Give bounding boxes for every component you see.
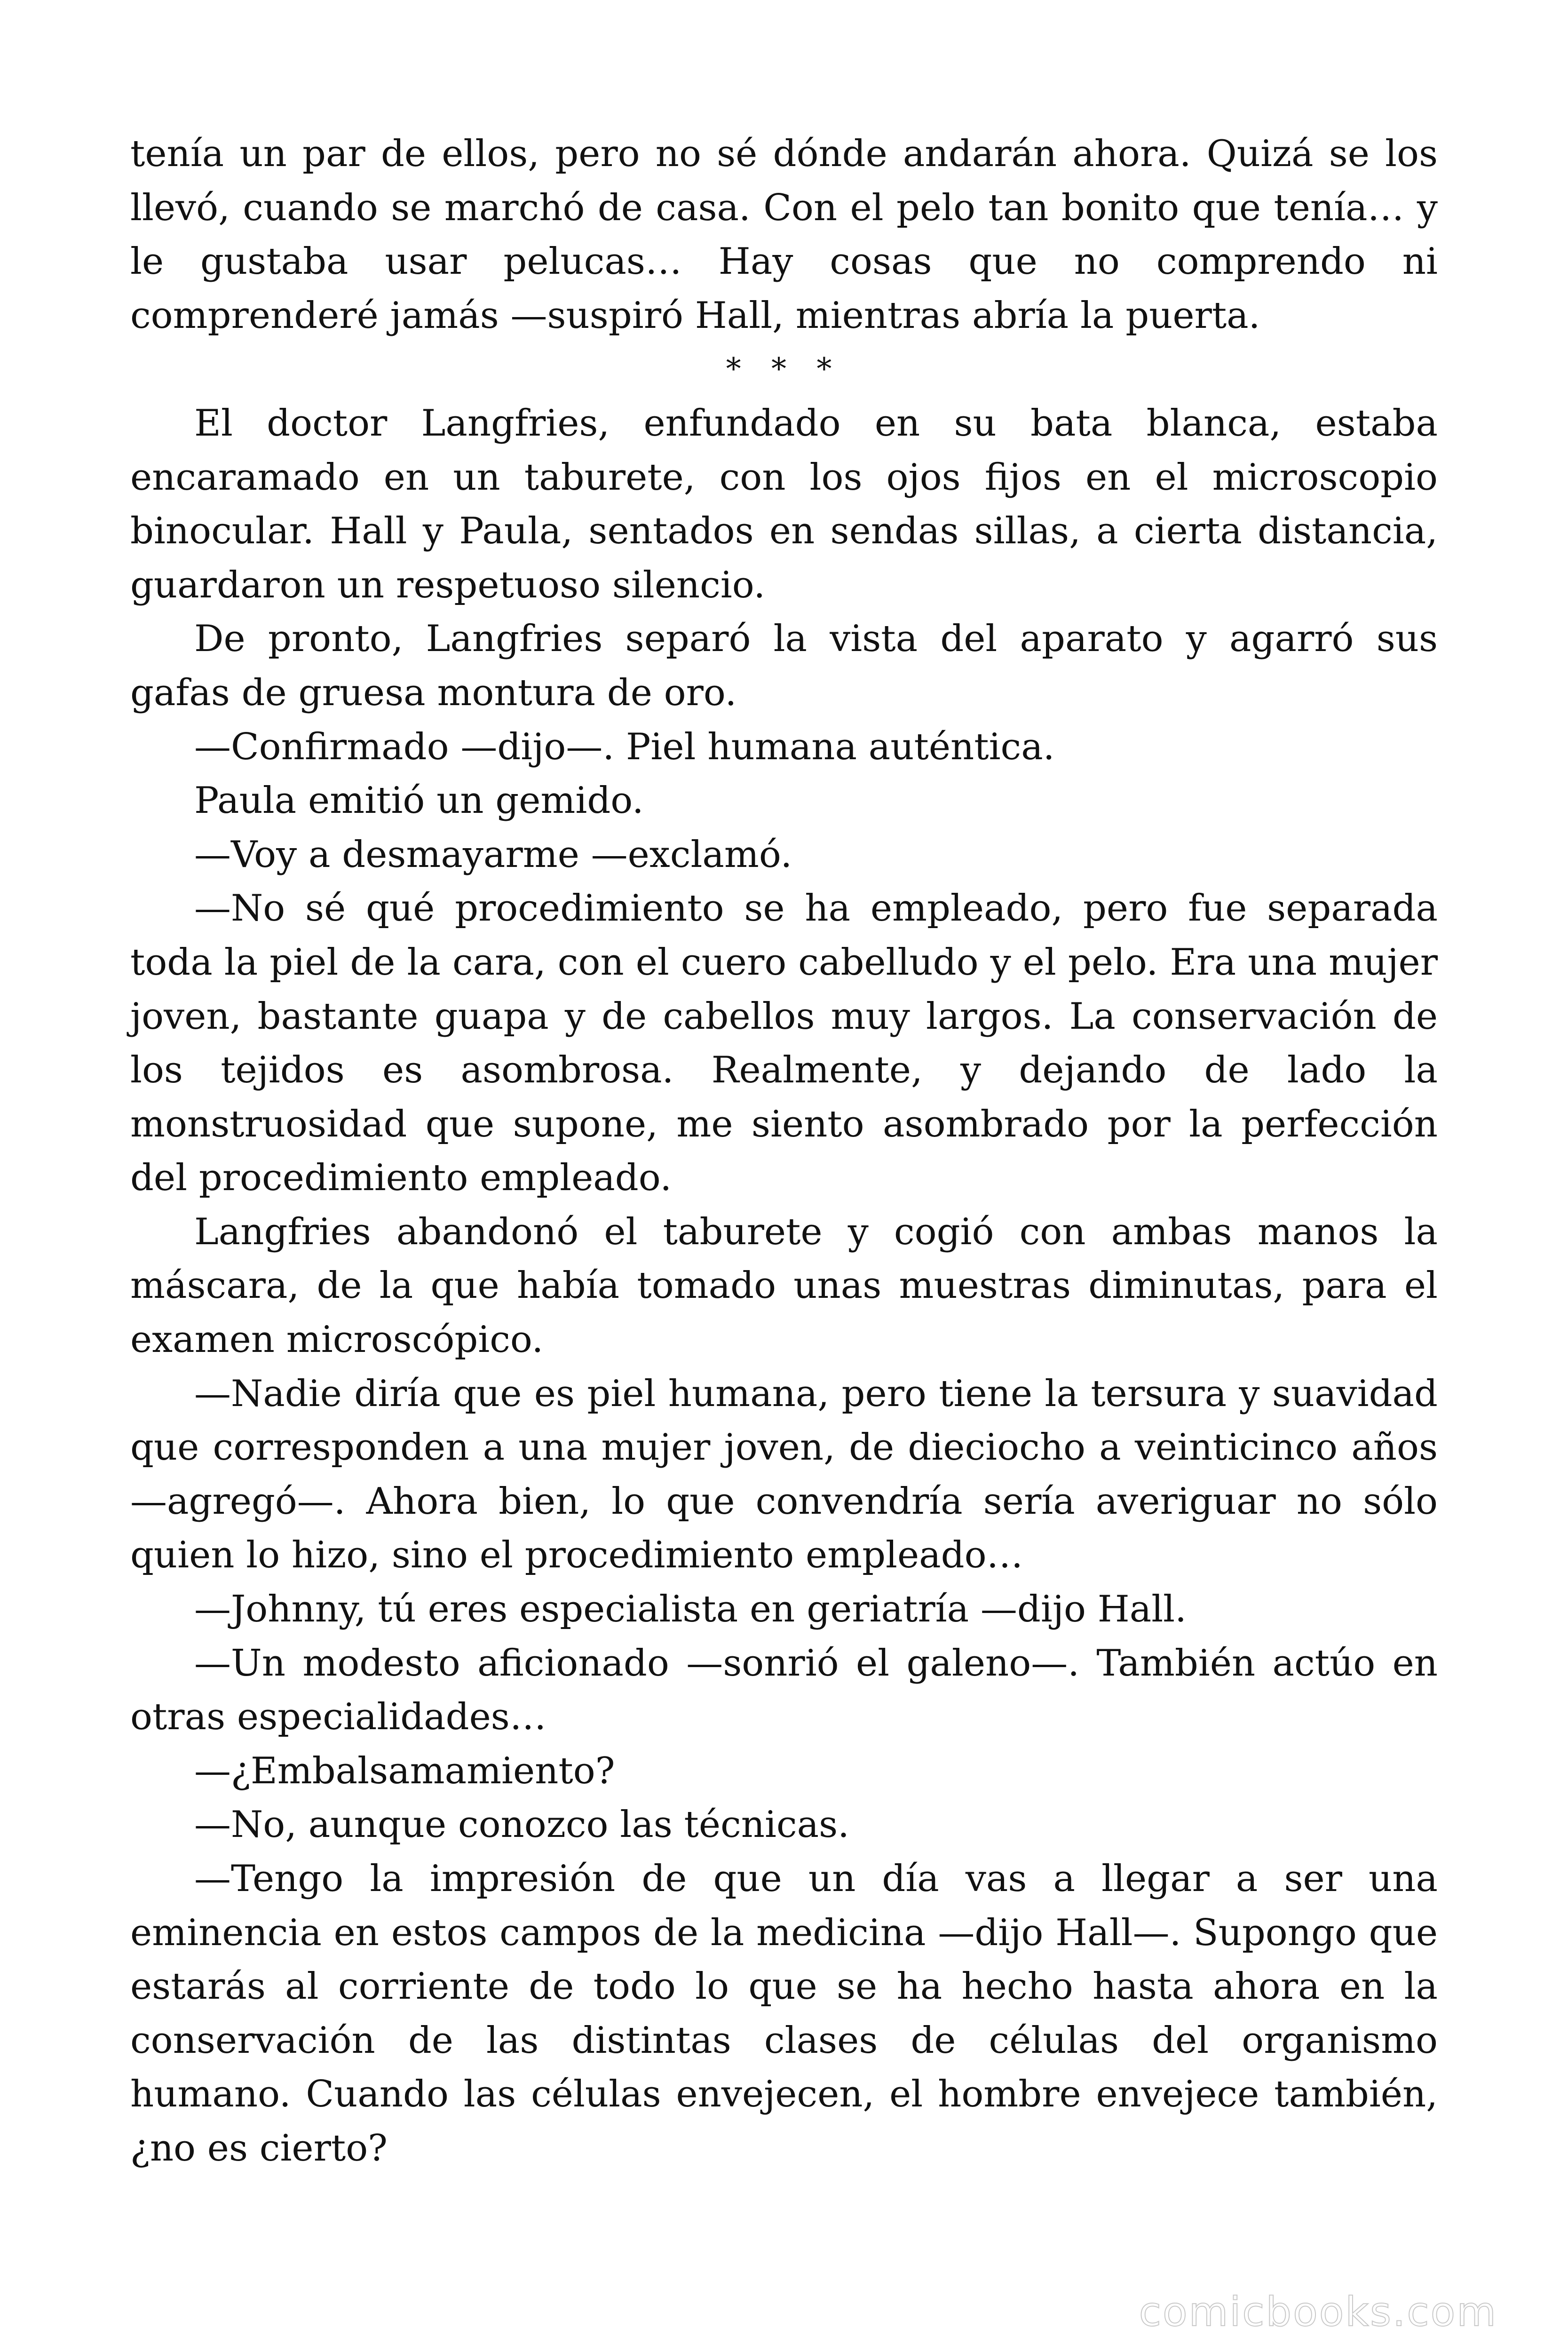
dialogue-line: —Tengo la impresión de que un día vas a llegar a ser una eminencia en estos campos de la medicina —dijo Hall—. Supongo que estarás al corriente de todo lo que se ha hecho hasta ahora en la conservación de las distintas clases de células del organismo humano. Cuando las células envejecen, el hombre envejece también, ¿no es cierto?	[130, 1858, 1438, 2169]
dialogue-line: —Un modesto aficionado —sonrió el galeno—. También actúo en otras especialidades…	[130, 1642, 1438, 1739]
paragraph: El doctor Langfries, enfundado en su bata blanca, estaba encaramado en un taburete, con los ojos fijos en el microscopio binocular. Hall y Paula, sentados en sendas sillas, a cierta distancia, guardaron un respetuoso silencio.	[130, 402, 1438, 606]
text-column	[130, 127, 1438, 2176]
paragraph: Langfries abandonó el taburete y cogió con ambas manos la máscara, de la que había tomado unas muestras diminutas, para el examen microscópico.	[130, 1210, 1438, 1361]
scene-separator: * * *	[726, 352, 842, 387]
dialogue-line: —Nadie diría que es piel humana, pero tiene la tersura y suavidad que corresponden a una mujer joven, de dieciocho a veinticinco años —agregó—. Ahora bien, lo que convendría sería averiguar no sólo quien lo hizo, sino el procedimiento empleado…	[130, 1372, 1438, 1577]
dialogue-line: —Voy a desmayarme —exclamó.	[194, 833, 792, 876]
dialogue-line: —No sé qué procedimiento se ha empleado, pero fue separada toda la piel de la cara, con el cuero cabelludo y el pelo. Era una mujer joven, bastante guapa y de cabellos muy largos. La conservación de los tejidos es asombrosa. Realmente, y dejando de lado la monstruosidad que supone, me siento asombrado por la perfección del procedimiento empleado.	[130, 887, 1438, 1200]
watermark-text: comicbooks.com	[1139, 2288, 1497, 2336]
paragraph: De pronto, Langfries separó la vista del aparato y agarró sus gafas de gruesa montura de oro.	[130, 618, 1438, 714]
dialogue-line: —No, aunque conozco las técnicas.	[194, 1804, 849, 1846]
paragraph-continuation: tenía un par de ellos, pero no sé dónde andarán ahora. Quizá se los llevó, cuando se marchó de casa. Con el pelo tan bonito que tenía… y le gustaba usar pelucas… Hay cosas que no comprendo ni comprenderé jamás —suspiró Hall, mientras abría la puerta.	[130, 133, 1438, 337]
dialogue-line: —Johnny, tú eres especialista en geriatría —dijo Hall.	[194, 1588, 1187, 1631]
dialogue-line: —¿Embalsamamiento?	[194, 1749, 615, 1792]
paragraph: Paula emitió un gemido.	[194, 779, 644, 822]
dialogue-line: —Confirmado —dijo—. Piel humana auténtica.	[194, 725, 1055, 768]
